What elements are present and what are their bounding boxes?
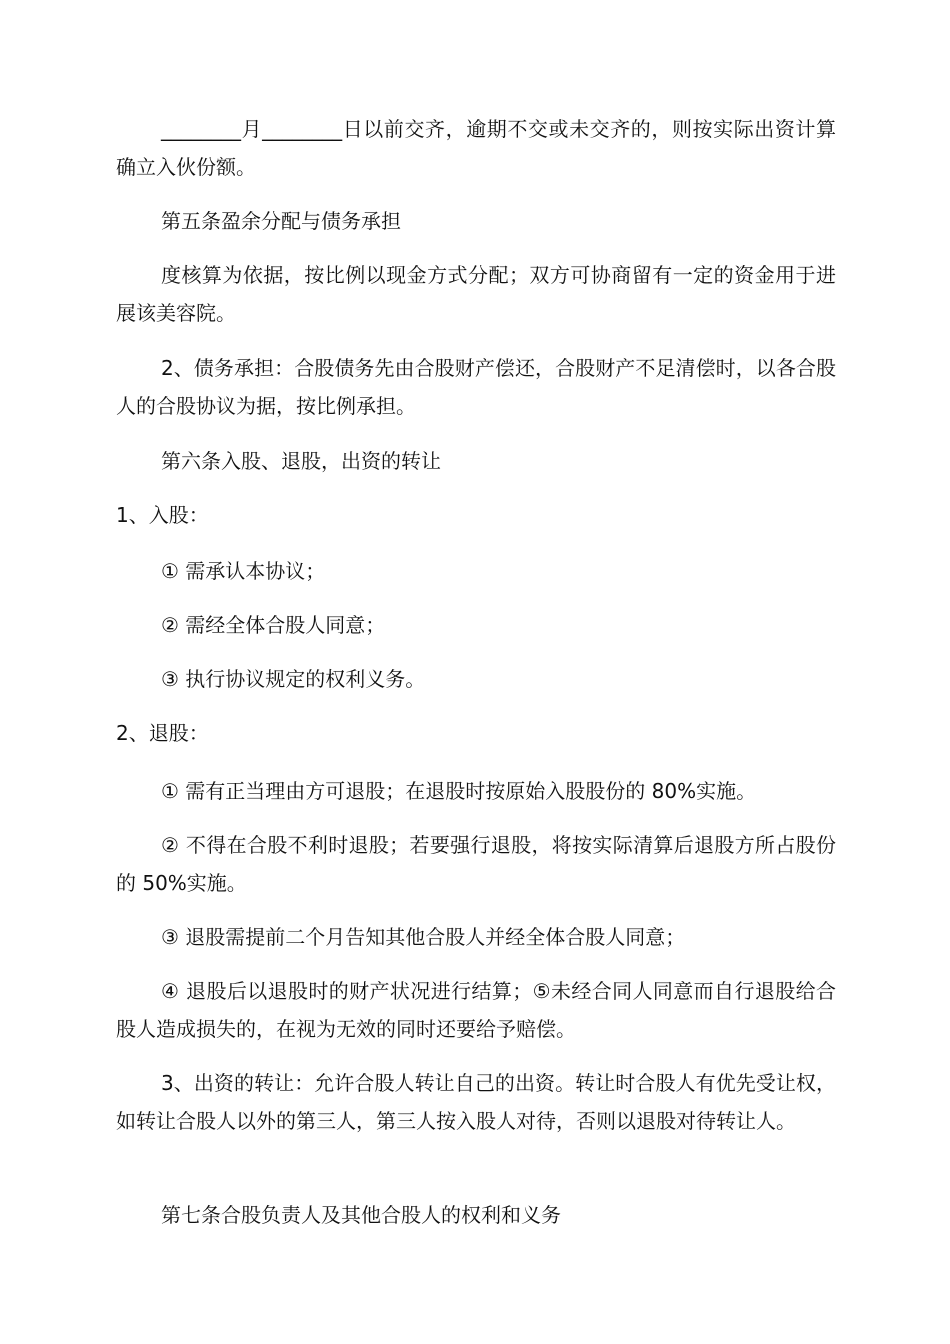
joining-item-2: ② 需经全体合股人同意； xyxy=(161,613,386,637)
joining-item-1: ① 需承认本协议； xyxy=(161,559,326,583)
deadline-text: 日以前交齐，逾期不交或未交齐的，则按实际出资计算确立入伙份额。 xyxy=(116,117,837,179)
article-7-title: 第七条合股负责人及其他合股人的权利和义务 xyxy=(161,1203,561,1227)
withdrawal-item-4: ④ 退股后以退股时的财产状况进行结算；⑤未经合同人同意而自行退股给合股人造成损失的，在视为无效的同时还要给予赔偿。 xyxy=(116,979,836,1041)
capital-transfer-paragraph: 3、出资的转让：允许合股人转让自己的出资。转让时合股人有优先受让权，如转让合股人以外的第三人，第三人按入股人对待，否则以退股对待转让人。 xyxy=(116,1071,836,1133)
debt-bearing-paragraph: 2、债务承担：合股债务先由合股财产偿还，合股财产不足清偿时，以各合股人的合股协议为据，按比例承担。 xyxy=(116,356,836,418)
withdrawal-item-1: ① 需有正当理由方可退股；在退股时按原始入股股份的 80%实施。 xyxy=(161,779,757,803)
day-blank: ________ xyxy=(262,117,343,141)
article-5-title: 第五条盈余分配与债务承担 xyxy=(161,209,401,233)
joining-item-3: ③ 执行协议规定的权利义务。 xyxy=(161,667,426,691)
profit-distribution-paragraph: 度核算为依据，按比例以现金方式分配；双方可协商留有一定的资金用于进展该美容院。 xyxy=(116,263,836,325)
month-label: 月 xyxy=(241,117,263,141)
withdrawal-item-2: ② 不得在合股不利时退股；若要强行退股，将按实际清算后退股方所占股份的 50%实施。 xyxy=(116,833,836,895)
joining-heading: 1、入股： xyxy=(116,503,209,527)
article-6-title: 第六条入股、退股，出资的转让 xyxy=(161,449,441,473)
contribution-deadline-paragraph xyxy=(116,110,836,186)
withdrawal-item-3: ③ 退股需提前二个月告知其他合股人并经全体合股人同意； xyxy=(161,925,686,949)
withdrawal-heading: 2、退股： xyxy=(116,721,209,745)
month-blank: ________ xyxy=(161,117,241,141)
